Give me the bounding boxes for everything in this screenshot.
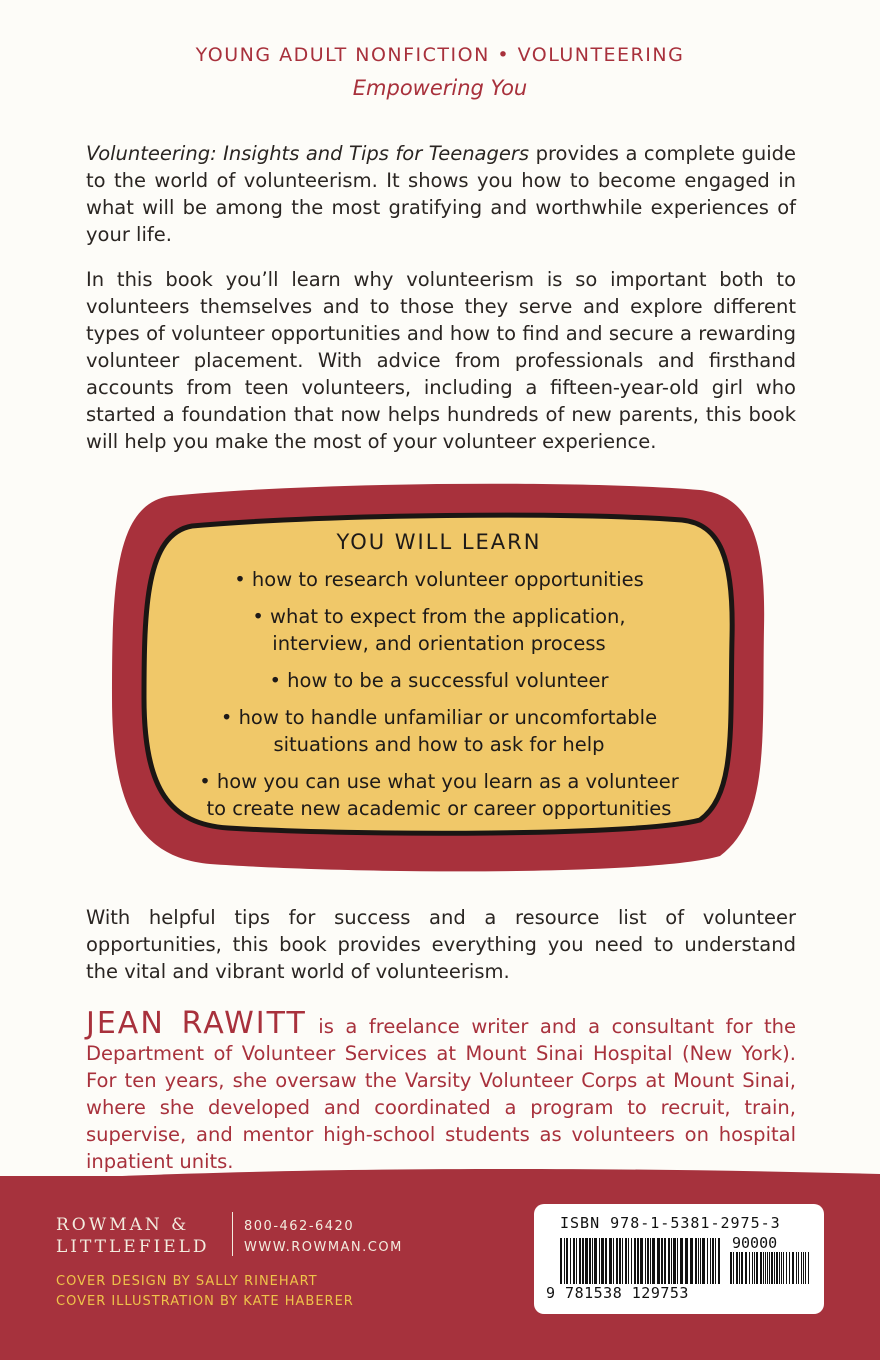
barcode-addon: 90000 — [732, 1234, 778, 1252]
isbn-text: ISBN 978-1-5381-2975-3 — [560, 1214, 781, 1232]
learn-title: YOU WILL LEARN — [336, 530, 542, 554]
publisher-divider — [232, 1212, 233, 1256]
intro-paragraph-1-text: provides a complete guide to the world of volunteerism. It shows you how to become engaged in what will be among the most gratifying and worthwhile experiences of your life. — [86, 142, 797, 246]
learn-item: • how to research volunteer opportunities — [234, 568, 644, 591]
learn-box — [110, 478, 768, 876]
publisher-phone: 800-462-6420 — [244, 1219, 355, 1234]
learn-list — [110, 566, 768, 822]
cover-illustration-credit: COVER ILLUSTRATION BY KATE HABERER — [56, 1294, 354, 1309]
author-name: JEAN RAWITT — [86, 1006, 307, 1041]
cover-credits — [56, 1272, 354, 1312]
header — [0, 44, 880, 100]
intro-paragraph-2: In this book you’ll learn why volunteerism is so important both to volunteers themselves and to those they serve and explore different types of volunteer opportunities and how to find and secure a rewarding volunteer placement. With advice from professionals and firsthand accounts from teen volunteers, including a fifteen-year-old girl who started a foundation that now helps hundreds of new parents, this book will help you make the most of your volunteer experience. — [86, 268, 796, 453]
learn-item: • how to be a successful volunteer — [269, 669, 609, 692]
tagline: Empowering You — [352, 76, 528, 100]
category-label: YOUNG ADULT NONFICTION • VOLUNTEERING — [195, 44, 685, 66]
learn-item: • how to handle unfamiliar or uncomfortable situations and how to ask for help — [220, 706, 658, 756]
barcode-digits: 9 781538 129753 — [546, 1284, 689, 1302]
cover-design-credit: COVER DESIGN BY SALLY RINEHART — [56, 1274, 318, 1289]
barcode-bars — [560, 1238, 810, 1284]
barcode-box — [534, 1204, 824, 1314]
publisher-line-2: LITTLEFIELD — [56, 1237, 210, 1257]
author-bio — [86, 1006, 796, 1175]
learn-item: • what to expect from the application, interview, and orientation process — [252, 605, 626, 655]
learn-content — [110, 530, 768, 832]
intro-paragraph-1 — [86, 140, 796, 248]
book-title: Volunteering: Insights and Tips for Teenagers — [86, 142, 530, 165]
publisher-website: WWW.ROWMAN.COM — [244, 1240, 403, 1255]
closing-paragraph: With helpful tips for success and a resource list of volunteer opportunities, this book provides everything you need to understand the vital and vibrant world of volunteerism. — [86, 906, 796, 983]
publisher-contact — [244, 1216, 403, 1258]
learn-item: • how you can use what you learn as a volunteer to create new academic or career opportunities — [199, 770, 679, 820]
publisher-line-1: ROWMAN & — [56, 1215, 190, 1235]
publisher-logo — [56, 1214, 210, 1258]
author-bio-text: is a freelance writer and a consultant for the Department of Volunteer Services at Mount Sinai Hospital (New York). For ten years, she oversaw the Varsity Volunteer Corps at Mount Sinai, where she developed and coordinated a program to recruit, train, supervise, and mentor high-school students as volunteers on hospital inpatient units. — [86, 1015, 796, 1173]
